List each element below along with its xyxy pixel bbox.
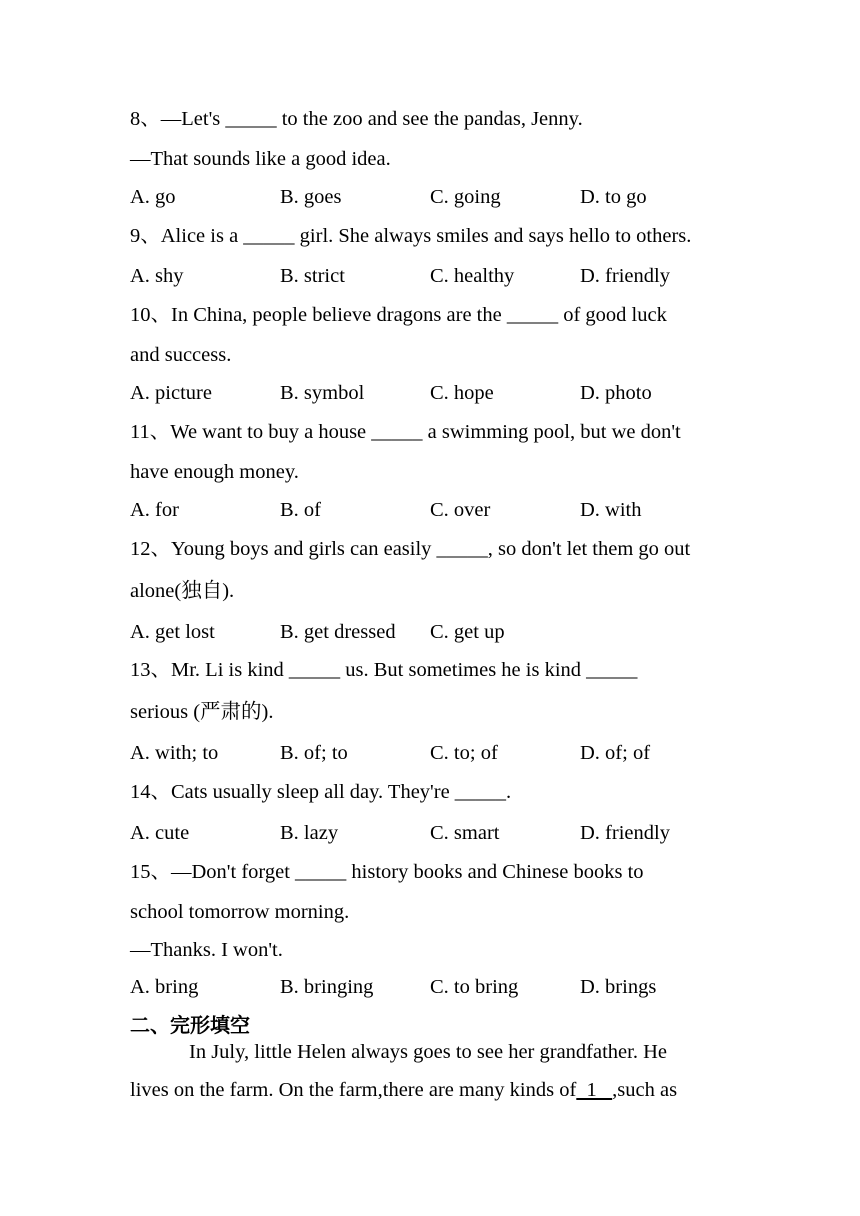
question-13-option-d: D. of; of [580, 742, 651, 764]
question-12-line-2: alone(独自). [130, 580, 235, 602]
question-15-line-2: school tomorrow morning. [130, 901, 350, 923]
question-10-line-1: 10、In China, people believe dragons are the _____ of good luck [130, 304, 667, 326]
question-9-option-b: B. strict [280, 265, 345, 287]
question-14-option-b: B. lazy [280, 822, 339, 844]
question-11-line-2: have enough money. [130, 461, 299, 483]
question-10-option-c: C. hope [430, 382, 494, 404]
question-15-option-c: C. to bring [430, 976, 519, 998]
question-13-option-c: C. to; of [430, 742, 498, 764]
question-15-option-d: D. brings [580, 976, 657, 998]
question-14-option-d: D. friendly [580, 822, 670, 844]
cloze-paragraph-line-2 [130, 1078, 677, 1102]
question-9-option-a: A. shy [130, 265, 184, 287]
question-14-option-a: A. cute [130, 822, 190, 844]
section-2-heading: 二、完形填空 [130, 1013, 250, 1037]
question-8-option-b: B. goes [280, 186, 342, 208]
question-13-option-b: B. of; to [280, 742, 348, 764]
question-11-line-1: 11、We want to buy a house _____ a swimming pool, but we don't [130, 421, 681, 443]
question-14-line-1: 14、Cats usually sleep all day. They're _____. [130, 781, 512, 803]
question-8-option-c: C. going [430, 186, 501, 208]
question-15-line-3: —Thanks. I won't. [130, 939, 283, 961]
question-10-line-2: and success. [130, 344, 232, 366]
question-8-line-2: —That sounds like a good idea. [130, 148, 391, 170]
question-11-option-c: C. over [430, 499, 491, 521]
question-11-option-a: A. for [130, 499, 179, 521]
question-11-option-d: D. with [580, 499, 642, 521]
cloze-text-after-blank: ,such as [612, 1079, 678, 1101]
question-11-option-b: B. of [280, 499, 321, 521]
question-12-option-a: A. get lost [130, 621, 215, 643]
question-9-line-1: 9、Alice is a _____ girl. She always smiles and says hello to others. [130, 225, 692, 247]
question-13-line-2: serious (严肃的). [130, 701, 274, 723]
cloze-paragraph-line-1: In July, little Helen always goes to see her grandfather. He [189, 1041, 667, 1063]
question-8-line-1: 8、—Let's _____ to the zoo and see the pandas, Jenny. [130, 108, 583, 130]
question-15-option-b: B. bringing [280, 976, 374, 998]
question-12-option-c: C. get up [430, 621, 505, 643]
question-10-option-a: A. picture [130, 382, 212, 404]
question-15-option-a: A. bring [130, 976, 199, 998]
cloze-text-before-blank: lives on the farm. On the farm,there are many kinds of [130, 1079, 577, 1101]
question-12-option-b: B. get dressed [280, 621, 396, 643]
question-9-option-d: D. friendly [580, 265, 670, 287]
question-10-option-b: B. symbol [280, 382, 365, 404]
question-13-line-1: 13、Mr. Li is kind _____ us. But sometimes he is kind _____ [130, 659, 638, 681]
cloze-blank-1: 1 [576, 1079, 613, 1101]
question-8-option-a: A. go [130, 186, 176, 208]
question-15-line-1: 15、—Don't forget _____ history books and Chinese books to [130, 861, 644, 883]
question-12-line-1: 12、Young boys and girls can easily _____, so don't let them go out [130, 538, 691, 560]
question-10-option-d: D. photo [580, 382, 652, 404]
question-8-option-d: D. to go [580, 186, 647, 208]
question-13-option-a: A. with; to [130, 742, 219, 764]
question-14-option-c: C. smart [430, 822, 500, 844]
question-9-option-c: C. healthy [430, 265, 515, 287]
